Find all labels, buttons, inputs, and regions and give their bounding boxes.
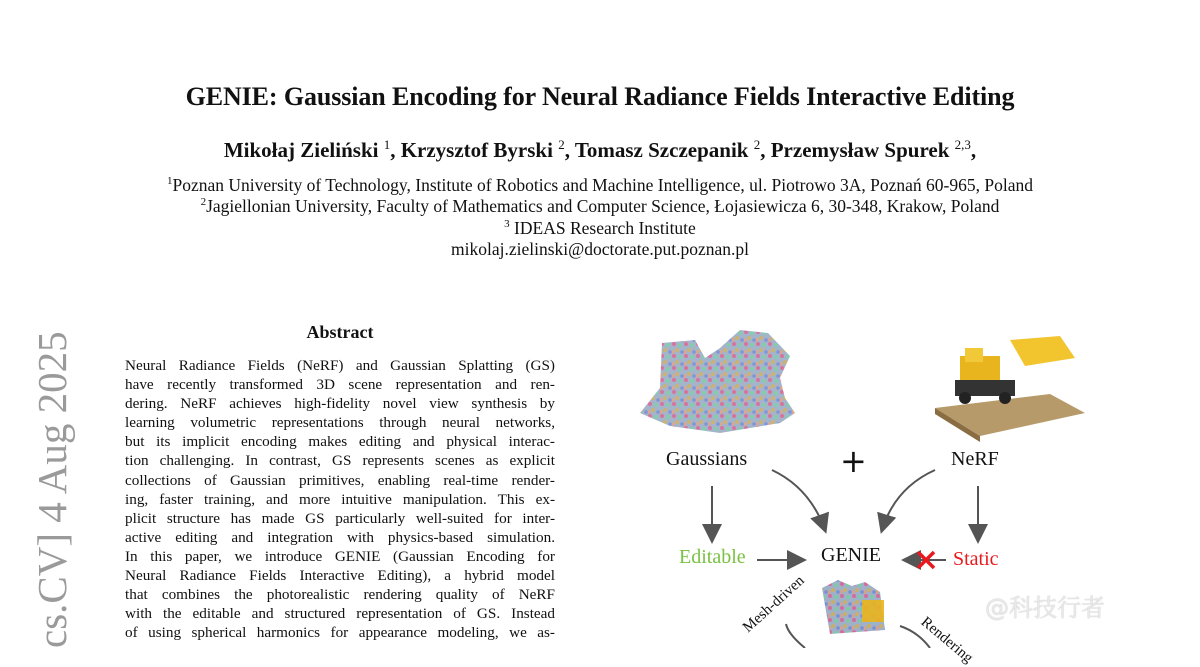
abstract-line: learning volumetric representations through neural networks, [125,414,555,432]
abstract-line: but its implicit encoding makes editing and physical interac- [125,433,555,451]
author-separator: , [390,138,401,162]
abstract-line: plicit structure has made GS particularly well-suited for inter- [125,509,555,527]
abstract-line: with the editable and structured representation of GS. Instead [125,605,555,623]
label-genie: GENIE [821,544,881,566]
author-separator: , [760,138,771,162]
paper-title: GENIE: Gaussian Encoding for Neural Radiance Fields Interactive Editing [185,82,1015,111]
author-separator: , [970,138,977,162]
affiliation-text: Poznan University of Technology, Institute of Robotics and Machine Intelligence, ul. Piotrowo 3A, Poznań 60-965, Poland [172,175,1033,195]
author-affiliation-mark: 2 [753,137,761,152]
author-separator: , [564,138,575,162]
genie-result-image [822,580,885,634]
label-nerf: NeRF [951,448,999,470]
author-name: Przemysław Spurek [770,138,950,162]
nerf-lego-image [935,336,1085,442]
affiliation-number: 2 [200,196,207,209]
affiliation-text: Jagiellonian University, Faculty of Mathematics and Computer Science, Łojasiewicza 6, 30-348, Krakow, Poland [206,196,1000,216]
author-name: Mikołaj Zieliński [223,138,379,162]
abstract-line: tion challenging. In contrast, GS represents scenes as explicit [125,452,555,470]
abstract-line: have recently transformed 3D scene representation and ren- [125,376,555,394]
abstract-line: that combines the photorealistic rendering quality of NeRF [125,586,555,604]
abstract-line: In this paper, we introduce GENIE (Gaussian Encoding for [125,547,555,565]
label-editable: Editable [679,546,746,568]
abstract-line: of using spherical harmonics for appearance modeling, we as- [125,624,555,642]
affiliation-3 [0,218,1200,239]
affiliation-number: 1 [166,175,173,188]
abstract-body [125,356,555,642]
gaussian-lego-image [640,330,795,433]
abstract-line: collections of Gaussian primitives, enabling real-time render- [125,471,555,489]
author-affiliation-mark: 1 [383,137,391,152]
watermark: @科技行者 [985,594,1105,622]
arrow-nerf-genie [882,470,935,530]
label-mesh-driven: Mesh-driven [740,572,808,636]
arxiv-stamp: cs.CV] 4 Aug 2025 [29,331,75,648]
contact-email[interactable]: mikolaj.zielinski@doctorate.put.poznan.pl [451,239,749,259]
affiliation-number: 3 [504,218,510,231]
label-rendering: Rendering [917,614,976,667]
label-static: Static [953,548,999,570]
author-name: Tomasz Szczepanik [574,138,749,162]
plus-icon: + [840,442,867,480]
affiliation-2 [0,196,1200,217]
abstract-line: active editing and integration with physics-based simulation. [125,528,555,546]
arrow-gaussians-genie [772,470,825,530]
abstract-line: dering. NeRF achieves high-fidelity novel view synthesis by [125,395,555,413]
abstract-heading: Abstract [306,322,374,342]
abstract-line: Neural Radiance Fields (NeRF) and Gaussian Splatting (GS) [125,357,555,374]
author-list [0,137,1200,163]
abstract-line: Neural Radiance Fields Interactive Editing), a hybrid model [125,567,555,585]
abstract-line: ing, faster training, and more intuitive manipulation. This ex- [125,490,555,508]
author-affiliation-mark: 2 [558,137,565,152]
author-affiliation-mark: 2,3 [954,137,971,152]
affiliation-text: IDEAS Research Institute [509,218,696,238]
author-name: Krzysztof Byrski [400,138,553,162]
label-gaussians: Gaussians [666,448,748,470]
affiliation-1 [0,175,1200,196]
